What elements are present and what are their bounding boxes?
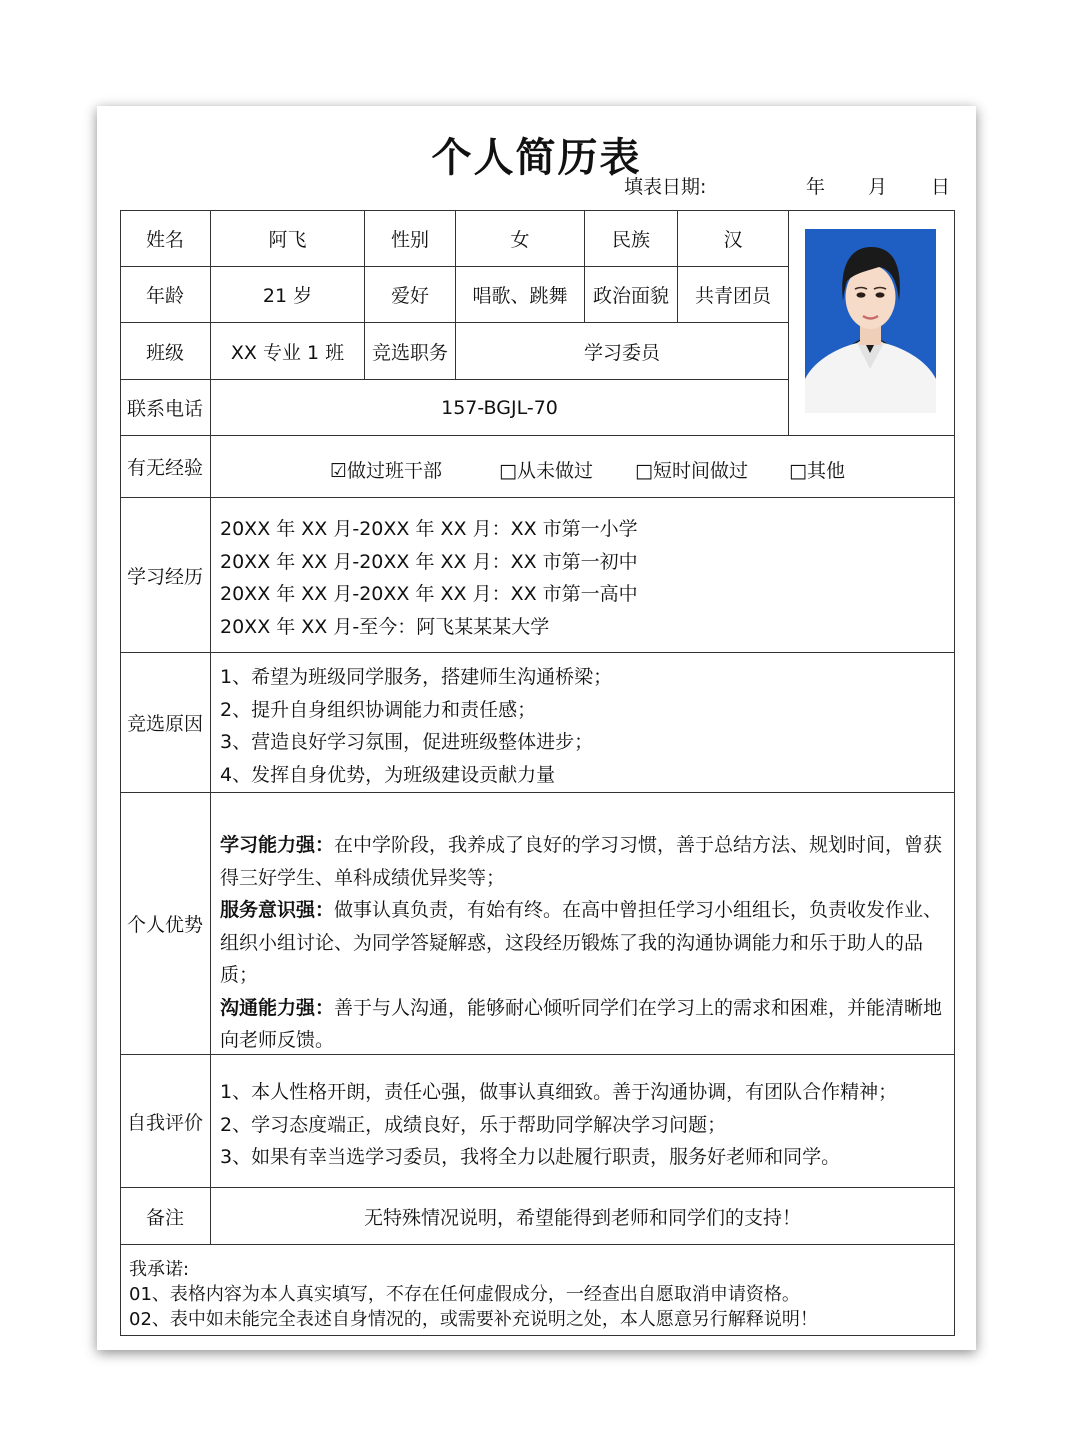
strength-item bbox=[220, 894, 948, 992]
ethnicity-value[interactable]: 汉 bbox=[678, 210, 789, 267]
gender-label: 性别 bbox=[365, 210, 456, 267]
fill-date-row bbox=[97, 172, 976, 198]
reason-item: 1、希望为班级同学服务，搭建师生沟通桥梁； bbox=[220, 666, 613, 688]
class-value[interactable]: XX 专业 1 班 bbox=[211, 323, 365, 380]
self-eval-list bbox=[211, 1055, 955, 1188]
fill-date-label: 填表日期: bbox=[624, 176, 707, 198]
education-label: 学习经历 bbox=[120, 498, 211, 653]
reason-item: 4、发挥自身优势，为班级建设贡献力量 bbox=[220, 763, 556, 786]
education-item: 20XX 年 XX 月-20XX 年 XX 月：XX 市第一小学 bbox=[220, 518, 638, 540]
form-title: 个人简历表 bbox=[431, 135, 642, 181]
name-value[interactable]: 阿飞 bbox=[211, 210, 365, 267]
promise-block bbox=[129, 1257, 818, 1332]
ethnicity-label: 民族 bbox=[585, 210, 678, 267]
strength-text: 善于与人沟通，能够耐心倾听同学们在学习上的需求和困难，并能清晰地向老师反馈。 bbox=[220, 996, 943, 1051]
class-label: 班级 bbox=[120, 323, 211, 380]
promise-item: 01、表格内容为本人真实填写，不存在任何虚假成分，一经查出自愿取消申请资格。 bbox=[129, 1284, 800, 1305]
strength-text: 在中学阶段，我养成了良好的学习习惯，善于总结方法、规划时间，曾获得三好学生、单科成绩优异奖等； bbox=[220, 834, 943, 889]
remarks-label: 备注 bbox=[120, 1188, 211, 1245]
education-list bbox=[211, 498, 955, 653]
age-value[interactable]: 21 岁 bbox=[211, 267, 365, 323]
hobby-label: 爱好 bbox=[365, 267, 456, 323]
promise-item: 02、表中如未能完全表述自身情况的，或需要补充说明之处，本人愿意另行解释说明！ bbox=[129, 1309, 818, 1330]
reason-item: 2、提升自身组织协调能力和责任感； bbox=[220, 698, 537, 721]
remarks-value[interactable]: 无特殊情况说明，希望能得到老师和同学们的支持！ bbox=[211, 1188, 955, 1245]
experience-options bbox=[211, 436, 955, 498]
position-label: 竞选职务 bbox=[365, 323, 456, 380]
reasons-list bbox=[211, 653, 955, 793]
self-eval-item: 3、如果有幸当选学习委员，我将全力以赴履行职责，服务好老师和同学。 bbox=[220, 1146, 841, 1168]
experience-option-never[interactable]: □从未做过 bbox=[499, 460, 593, 482]
right-eye bbox=[876, 292, 885, 297]
profile-photo bbox=[805, 229, 936, 413]
phone-label: 联系电话 bbox=[120, 380, 211, 436]
photo-cell bbox=[789, 210, 955, 436]
experience-option-short[interactable]: □短时间做过 bbox=[635, 460, 748, 482]
resume-table bbox=[120, 210, 955, 1336]
promise-cell bbox=[120, 1245, 955, 1336]
date-month[interactable]: 月 bbox=[868, 176, 888, 198]
hobby-value[interactable]: 唱歌、跳舞 bbox=[456, 267, 585, 323]
position-value[interactable]: 学习委员 bbox=[456, 323, 789, 380]
experience-option-cadre[interactable]: ☑做过班干部 bbox=[330, 460, 443, 482]
self-eval-item: 1、本人性格开朗，责任心强，做事认真细致。善于沟通协调，有团队合作精神； bbox=[220, 1081, 898, 1103]
politics-value[interactable]: 共青团员 bbox=[678, 267, 789, 323]
age-label: 年龄 bbox=[120, 267, 211, 323]
strengths-label: 个人优势 bbox=[120, 793, 211, 1055]
education-item: 20XX 年 XX 月-20XX 年 XX 月：XX 市第一高中 bbox=[220, 583, 638, 605]
education-item: 20XX 年 XX 月-至今：阿飞某某某大学 bbox=[220, 615, 550, 638]
experience-label: 有无经验 bbox=[120, 436, 211, 498]
resume-sheet bbox=[97, 106, 976, 1350]
experience-option-other[interactable]: □其他 bbox=[789, 460, 845, 482]
phone-value[interactable]: 157-BGJL-70 bbox=[211, 380, 789, 436]
strength-item bbox=[220, 829, 948, 894]
politics-label: 政治面貌 bbox=[585, 267, 678, 323]
strength-item bbox=[220, 992, 948, 1057]
gender-value[interactable]: 女 bbox=[456, 210, 585, 267]
reasons-label: 竞选原因 bbox=[120, 653, 211, 793]
strength-heading: 学习能力强： bbox=[220, 834, 335, 856]
strength-heading: 沟通能力强： bbox=[220, 996, 335, 1019]
education-item: 20XX 年 XX 月-20XX 年 XX 月：XX 市第一初中 bbox=[220, 550, 638, 573]
strength-heading: 服务意识强： bbox=[220, 899, 335, 921]
date-year[interactable]: 年 bbox=[806, 176, 826, 198]
left-eye bbox=[857, 292, 866, 297]
self-eval-label: 自我评价 bbox=[120, 1055, 211, 1188]
date-day[interactable]: 日 bbox=[931, 176, 951, 198]
promise-heading: 我承诺: bbox=[129, 1259, 190, 1280]
strength-text: 做事认真负责，有始有终。在高中曾担任学习小组组长，负责收发作业、组织小组讨论、为同学答疑解惑，这段经历锻炼了我的沟通协调能力和乐于助人的品质； bbox=[220, 899, 943, 986]
name-label: 姓名 bbox=[120, 210, 211, 267]
self-eval-item: 2、学习态度端正，成绩良好，乐于帮助同学解决学习问题； bbox=[220, 1113, 727, 1136]
reason-item: 3、营造良好学习氛围，促进班级整体进步； bbox=[220, 731, 594, 753]
strengths-list bbox=[211, 793, 955, 1055]
